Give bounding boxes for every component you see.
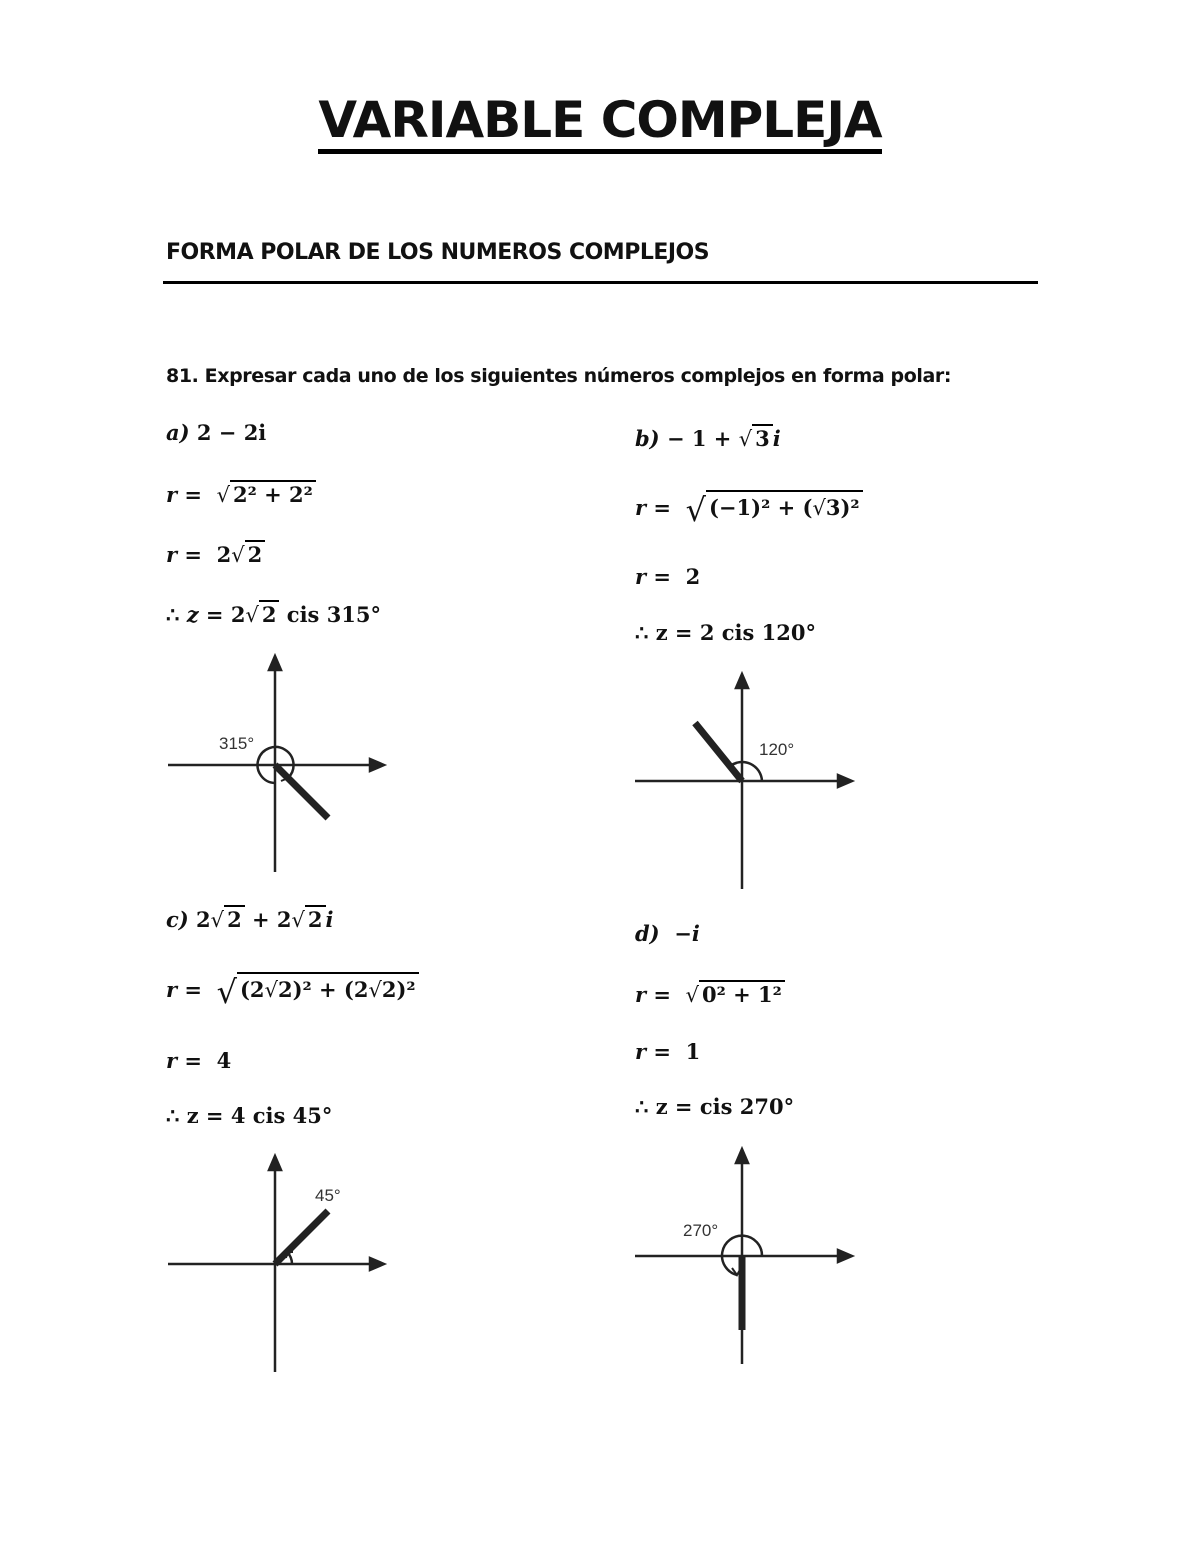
exercise-prompt: 81. Expresar cada uno de los siguientes números complejos en forma polar: — [166, 365, 952, 387]
problem-d-modulus-value: r = 1 — [635, 1039, 701, 1064]
problem-d-angle-label: 270° — [683, 1221, 719, 1240]
problem-c-angle-label: 45° — [315, 1186, 341, 1205]
problem-d-statement: d) −i — [635, 921, 700, 946]
problem-c-polar-form: ∴ z = 4 cis 45° — [166, 1103, 333, 1128]
problem-c-statement: c) 2√ 2 + 2√ 2 i — [166, 907, 334, 932]
problem-b-statement: b) − 1 + √ 3 i — [635, 426, 781, 451]
problem-d-modulus-formula: r = √ 0² + 1² — [635, 980, 785, 1007]
problem-c-modulus-value: r = 4 — [166, 1048, 232, 1073]
problem-a-statement: a) 2 − 2i — [166, 420, 267, 445]
page-title: VARIABLE COMPLEJA — [0, 88, 1200, 152]
problem-a-polar-form: ∴ z = 2√ 2 cis 315° — [166, 602, 382, 627]
section-heading: FORMA POLAR DE LOS NUMEROS COMPLEJOS — [166, 240, 710, 265]
problem-b-modulus-value: r = 2 — [635, 564, 701, 589]
problem-d-polar-form: ∴ z = cis 270° — [635, 1094, 795, 1119]
problem-b-polar-form: ∴ z = 2 cis 120° — [635, 620, 816, 645]
problem-a-modulus-value: r = 2√ 2 — [166, 540, 265, 567]
problem-a-modulus-formula: r = √ 2² + 2² — [166, 480, 316, 507]
problem-b-modulus-formula: r = √ (−1)² + (√3)² — [635, 490, 863, 529]
problem-a-angle-label: 315° — [219, 734, 255, 753]
problem-c-modulus-formula: r = √ (2√2)² + (2√2)² — [166, 972, 419, 1011]
problem-b-angle-label: 120° — [759, 740, 795, 759]
